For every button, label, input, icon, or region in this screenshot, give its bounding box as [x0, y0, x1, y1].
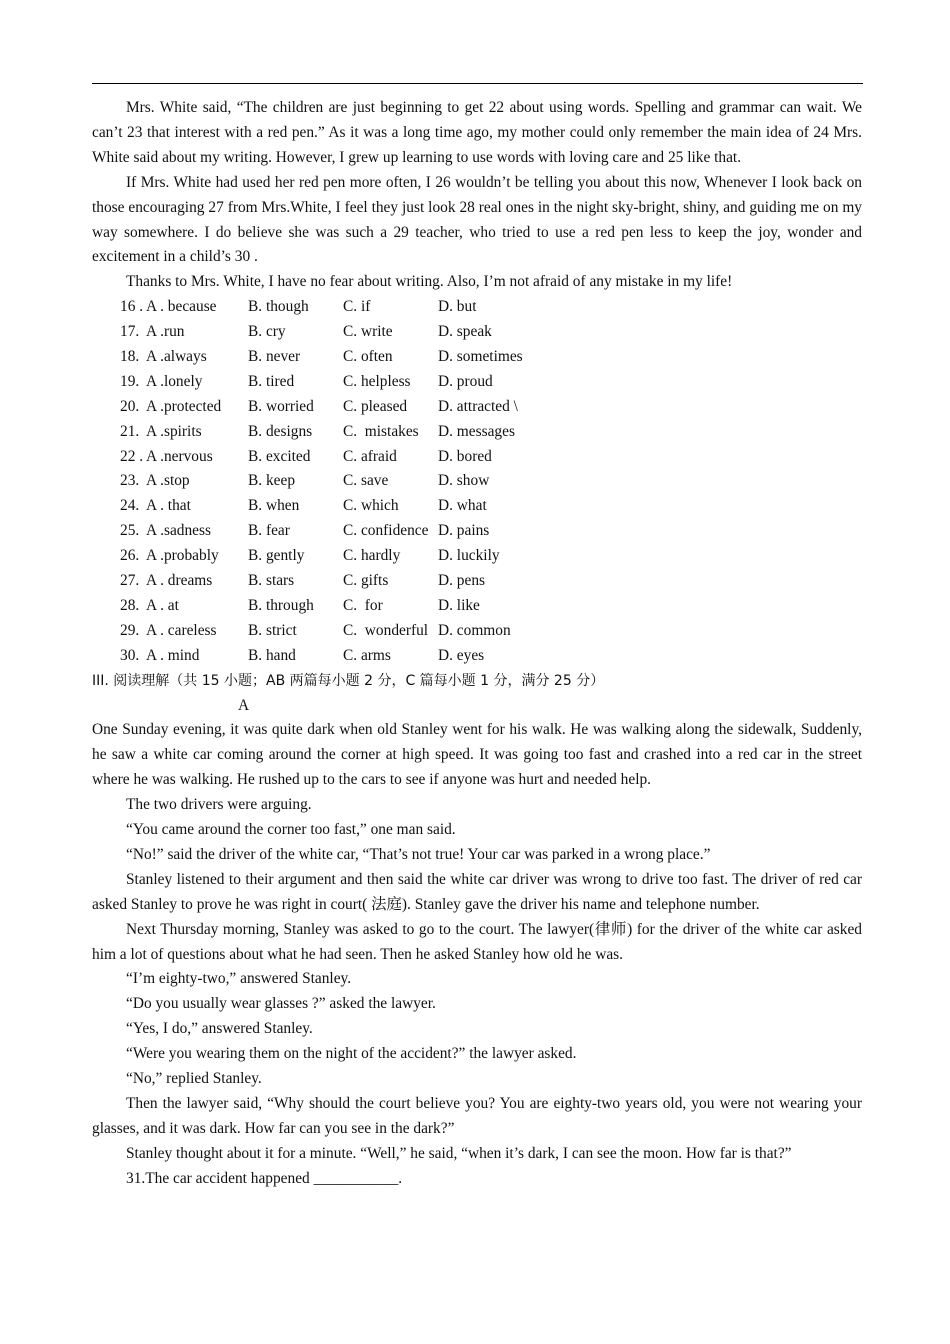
- question-number: 30.: [120, 646, 144, 664]
- option-d: D. common: [438, 621, 511, 639]
- question-number: 16 .: [120, 298, 144, 316]
- option-d: D. attracted \: [438, 397, 518, 415]
- passage-a-paragraph: One Sunday evening, it was quite dark when old Stanley went for his walk. He was walking along the sidewalk, Suddenly, he saw a white car coming around the corner at high speed. It was going too fast and crashed into a red car in the street where he was walking. He rushed up to the cars to see if anyone was hurt and needed help.: [92, 721, 862, 789]
- option-b: B. hand: [248, 646, 296, 664]
- option-a: A . because: [146, 298, 217, 316]
- question-option-row: [120, 644, 862, 669]
- question-number: 23.: [120, 472, 144, 490]
- option-d: D. luckily: [438, 547, 500, 565]
- question-number: 21.: [120, 422, 144, 440]
- option-d: D. pens: [438, 572, 486, 590]
- option-c: C. afraid: [343, 447, 397, 465]
- option-d: D. like: [438, 596, 480, 614]
- header-rule: [92, 83, 863, 84]
- option-d: D. but: [438, 298, 477, 316]
- question-option-row: [120, 345, 862, 370]
- option-a: A .probably: [146, 547, 219, 565]
- option-c: C. confidence: [343, 522, 429, 540]
- option-b: B. excited: [248, 447, 311, 465]
- option-b: B. stars: [248, 572, 295, 590]
- question-option-row: [120, 420, 862, 445]
- option-d: D. messages: [438, 422, 515, 440]
- option-b: B. tired: [248, 372, 295, 390]
- cloze-options-list: [92, 295, 862, 668]
- option-a: A .run: [146, 323, 185, 341]
- passage-a-paragraph: “No,” replied Stanley.: [126, 1070, 262, 1088]
- option-a: A . mind: [146, 646, 200, 664]
- passage-paragraph: Thanks to Mrs. White, I have no fear about writing. Also, I’m not afraid of any mistake in my life!: [126, 273, 733, 291]
- option-c: C. which: [343, 497, 399, 515]
- option-a: A . dreams: [146, 572, 213, 590]
- question-number: 17.: [120, 323, 144, 341]
- option-a: A .protected: [146, 397, 222, 415]
- passage-a-paragraph: “You came around the corner too fast,” one man said.: [126, 821, 456, 839]
- question-number: 25.: [120, 522, 144, 540]
- passage-label: A: [238, 696, 250, 714]
- section-heading: III. 阅读理解（共 15 小题；AB 两篇每小题 2 分，C 篇每小题 1 分，满分 25 分）: [92, 672, 605, 689]
- option-d: D. sometimes: [438, 348, 523, 366]
- passage-paragraph: If Mrs. White had used her red pen more often, I 26 wouldn’t be telling you about this now, Whenever I look back on those encouraging 27 from Mrs.White, I feel they just look 28 real ones in the night sky-bright, shiny, and guiding me on my way somewhere. I do believe she was such a 29 teacher, who tried to use a red pen less to keep the joy, wonder and excitement in a child’s 30 .: [92, 173, 862, 266]
- option-d: D. pains: [438, 522, 490, 540]
- question-number: 27.: [120, 572, 144, 590]
- option-d: D. speak: [438, 323, 492, 341]
- passage-a-paragraph: Next Thursday morning, Stanley was asked to go to the court. The lawyer(律师) for the driver of the white car asked him a lot of questions about what he had seen. Then he asked Stanley how old he was.: [92, 920, 862, 963]
- passage-a-paragraph: “Were you wearing them on the night of the accident?” the lawyer asked.: [126, 1045, 577, 1063]
- question-option-row: [120, 619, 862, 644]
- option-c: C. arms: [343, 646, 391, 664]
- question-option-row: [120, 445, 862, 470]
- option-c: C. hardly: [343, 547, 401, 565]
- question-option-row: [120, 295, 862, 320]
- option-a: A .nervous: [146, 447, 213, 465]
- option-d: D. proud: [438, 372, 493, 390]
- question-number: 22 .: [120, 447, 144, 465]
- passage-a-paragraph: “Yes, I do,” answered Stanley.: [126, 1020, 313, 1038]
- option-b: B. designs: [248, 422, 313, 440]
- option-b: B. when: [248, 497, 300, 515]
- passage-paragraph: Mrs. White said, “The children are just beginning to get 22 about using words. Spelling and grammar can wait. We can’t 23 that interest with a red pen.” As it was a long time ago, my mother could only remember the main idea of 24 Mrs. White said about my writing. However, I grew up learning to use words with loving care and 25 like that.: [92, 99, 862, 166]
- option-b: B. fear: [248, 522, 290, 540]
- passage-a-paragraph: “I’m eighty-two,” answered Stanley.: [126, 970, 352, 988]
- option-c: C. for: [343, 596, 383, 614]
- question-option-row: [120, 544, 862, 569]
- question-option-row: [120, 594, 862, 619]
- option-b: B. strict: [248, 621, 297, 639]
- option-c: C. pleased: [343, 397, 408, 415]
- option-b: B. keep: [248, 472, 296, 490]
- option-c: C. mistakes: [343, 422, 419, 440]
- option-b: B. gently: [248, 547, 305, 565]
- question-option-row: [120, 469, 862, 494]
- option-a: A .sadness: [146, 522, 211, 540]
- question-option-row: [120, 320, 862, 345]
- option-c: C. gifts: [343, 572, 389, 590]
- question-option-row: [120, 395, 862, 420]
- option-c: C. often: [343, 348, 393, 366]
- option-b: B. though: [248, 298, 309, 316]
- option-a: A .spirits: [146, 422, 202, 440]
- option-d: D. bored: [438, 447, 492, 465]
- question-option-row: [120, 370, 862, 395]
- passage-a-paragraph: Then the lawyer said, “Why should the court believe you? You are eighty-two years old, you were not wearing your glasses, and it was dark. How far can you see in the dark?”: [92, 1095, 862, 1137]
- question-number: 26.: [120, 547, 144, 565]
- question-option-row: [120, 519, 862, 544]
- question-number: 19.: [120, 372, 144, 390]
- passage-a-paragraph: Stanley listened to their argument and then said the white car driver was wrong to drive too fast. The driver of red car asked Stanley to prove he was right in court( 法庭). Stanley gave the driver his name and telephone number.: [92, 870, 862, 913]
- option-a: A . careless: [146, 621, 217, 639]
- passage-a-paragraph: The two drivers were arguing.: [126, 796, 312, 814]
- option-b: B. never: [248, 348, 301, 366]
- question-number: 18.: [120, 348, 144, 366]
- question-number: 28.: [120, 596, 144, 614]
- question-number: 29.: [120, 621, 144, 639]
- option-d: D. eyes: [438, 646, 485, 664]
- option-c: C. wonderful: [343, 621, 429, 639]
- option-c: C. write: [343, 323, 393, 341]
- option-c: C. helpless: [343, 372, 411, 390]
- option-a: A .stop: [146, 472, 190, 490]
- question-option-row: [120, 494, 862, 519]
- passage-a-paragraph: “No!” said the driver of the white car, “That’s not true! Your car was parked in a wrong place.”: [126, 845, 711, 863]
- option-c: C. save: [343, 472, 389, 490]
- option-d: D. what: [438, 497, 487, 515]
- option-a: A . that: [146, 497, 191, 515]
- page-content: [92, 96, 862, 1192]
- passage-a: [92, 718, 862, 1166]
- option-b: B. worried: [248, 397, 314, 415]
- option-c: C. if: [343, 298, 371, 316]
- question-31: 31.The car accident happened ___________.: [126, 1169, 403, 1187]
- option-d: D. show: [438, 472, 490, 490]
- option-b: B. through: [248, 596, 314, 614]
- passage-a-paragraph: “Do you usually wear glasses ?” asked the lawyer.: [126, 995, 436, 1013]
- option-b: B. cry: [248, 323, 286, 341]
- question-option-row: [120, 569, 862, 594]
- passage-a-paragraph: Stanley thought about it for a minute. “Well,” he said, “when it’s dark, I can see the moon. How far is that?”: [126, 1144, 792, 1162]
- option-a: A .always: [146, 348, 207, 366]
- question-number: 24.: [120, 497, 144, 515]
- option-a: A . at: [146, 596, 179, 614]
- question-number: 20.: [120, 397, 144, 415]
- option-a: A .lonely: [146, 372, 203, 390]
